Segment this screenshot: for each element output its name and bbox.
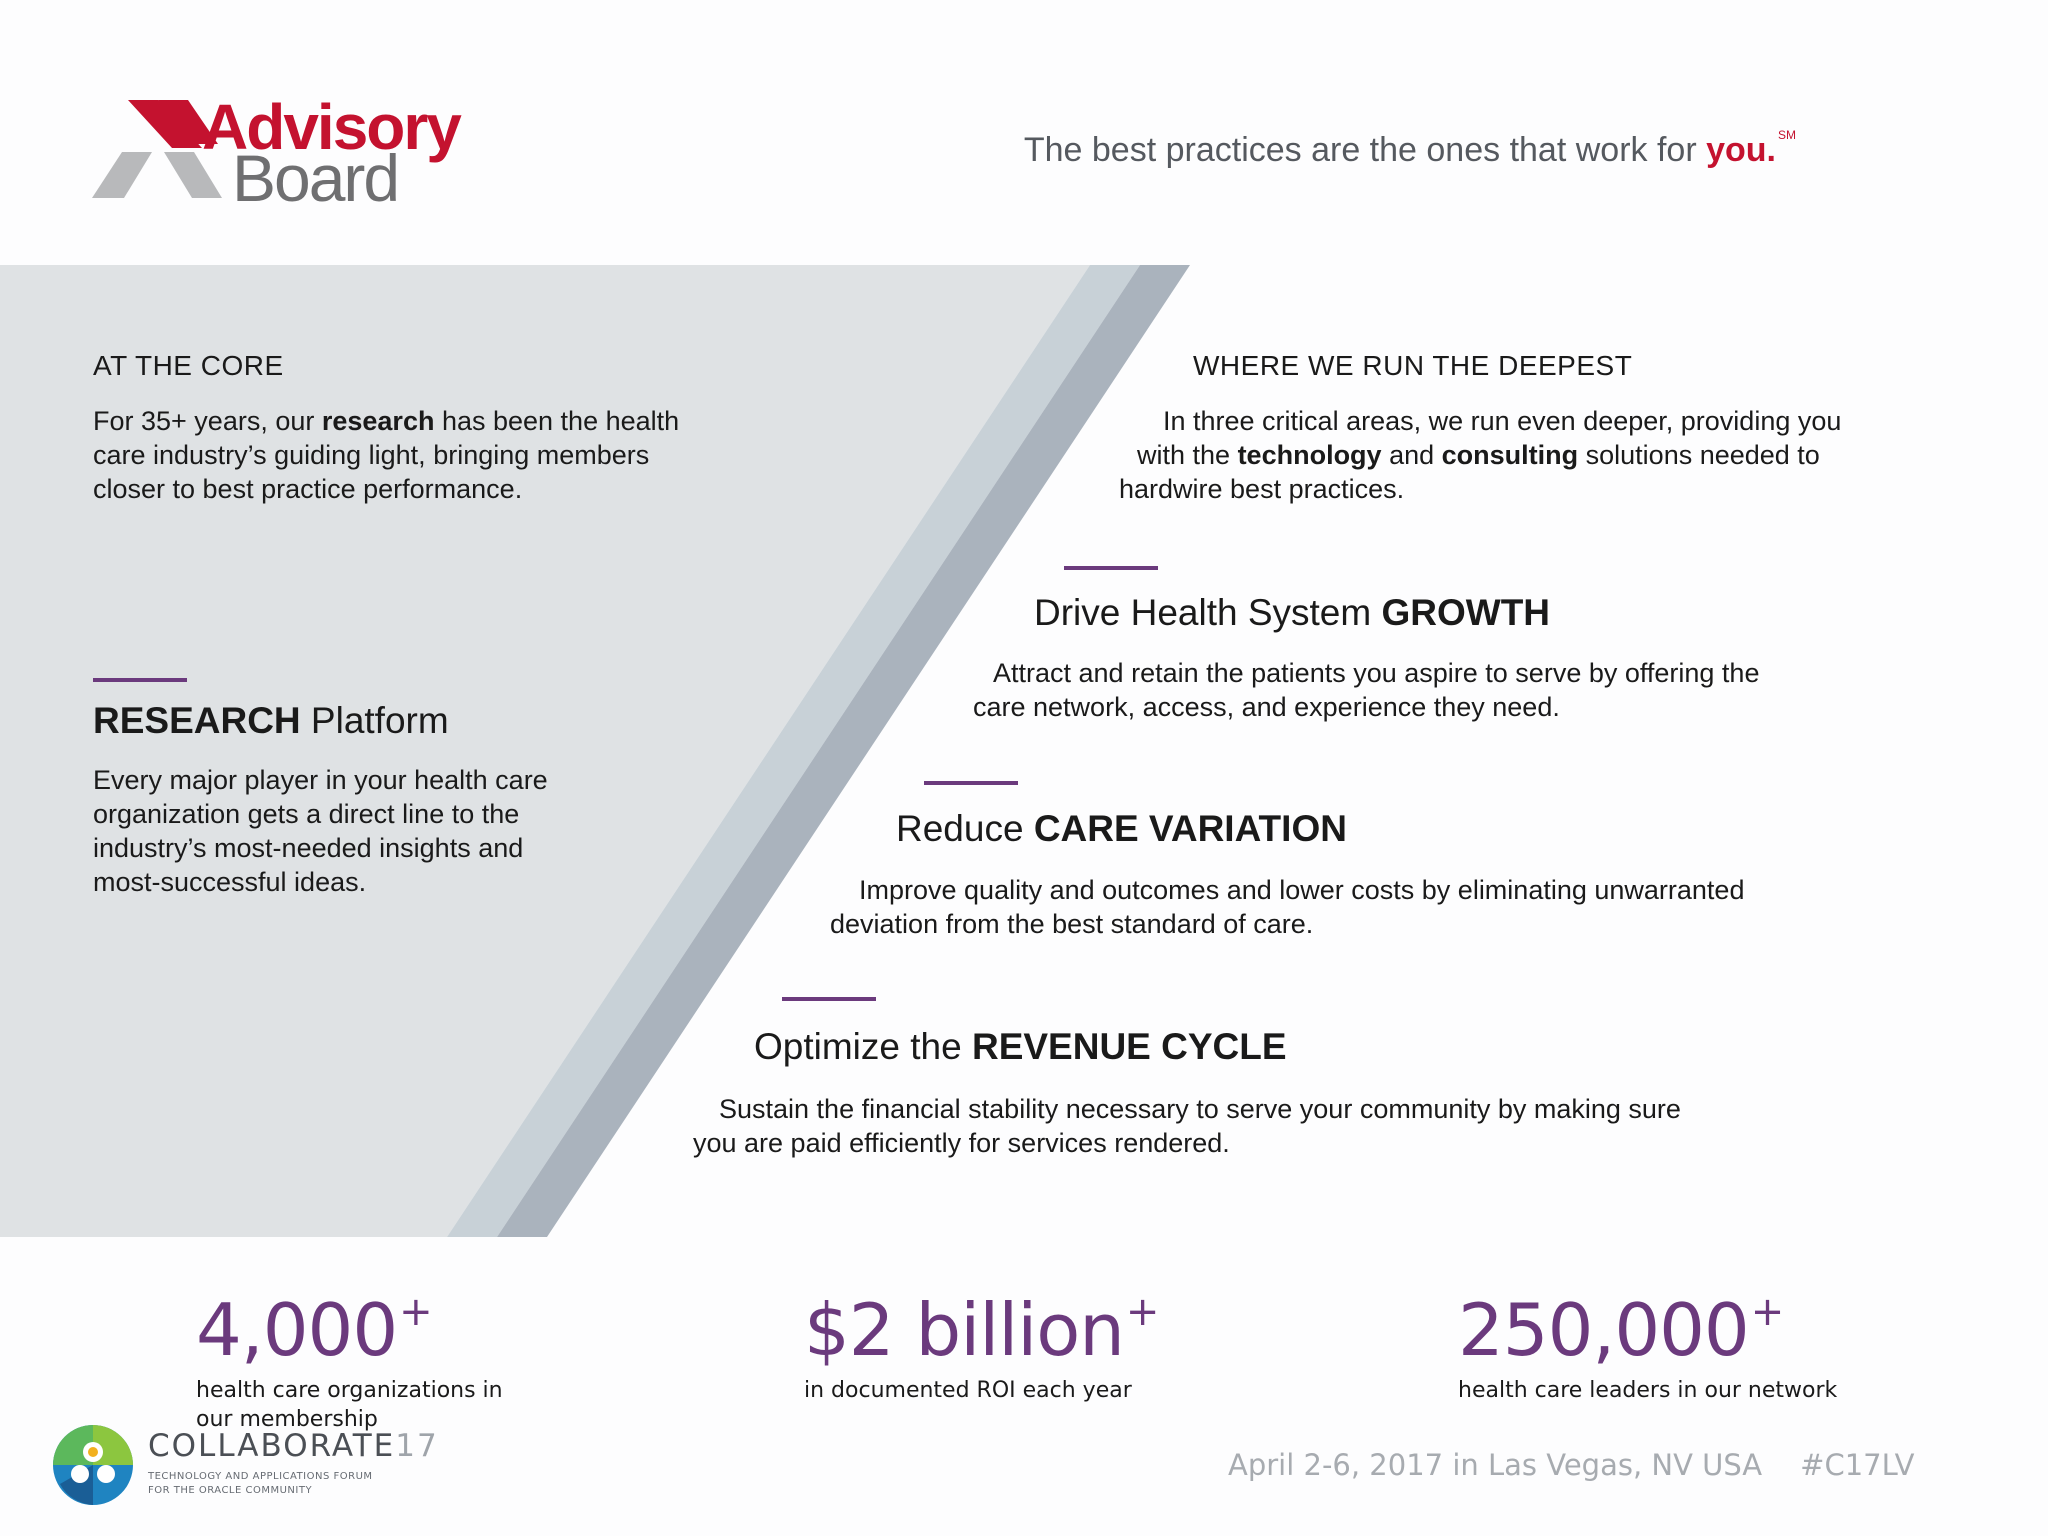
care-line-2: deviation from the best standard of care. [830,909,1314,939]
research-paragraph [93,763,548,899]
tagline [1024,128,1796,170]
core-line-2: care industry’s guiding light, bringing members [93,440,650,470]
core-line-3: closer to best practice performance. [93,474,523,504]
revenue-line-2: you are paid efficiently for services rendered. [693,1128,1230,1158]
stat-leaders [1458,1288,1837,1405]
deepest-line-3: hardwire best practices. [1119,474,1405,504]
stat-leaders-label: health care leaders in our network [1458,1378,1838,1403]
research-line-1: Every major player in your health care [93,765,548,795]
collaborate-logo [50,1422,450,1512]
collaborate-subtitle: TECHNOLOGY AND APPLICATIONS FORUM FOR THE ORACLE COMMUNITY [148,1471,373,1496]
stat-organizations-number: 4,000+ [196,1288,432,1372]
research-heading: RESEARCH Platform [93,700,449,741]
event-hashtag: #C17LV [1800,1448,1915,1482]
logo-word-advisory: Advisory [202,91,460,163]
core-line-1: For 35+ years, our research has been the health [93,406,680,436]
research-line-2: organization gets a direct line to the [93,799,520,829]
stat-roi-number: $2 billion+ [804,1288,1159,1372]
core-heading: AT THE CORE [93,350,284,381]
tagline-emphasis: you. [1706,131,1776,169]
growth-heading: Drive Health System GROWTH [1034,592,1551,633]
advisory-board-logo [92,91,472,215]
stat-organizations [196,1288,503,1434]
growth-rule [1064,566,1158,570]
logo-word-board: Board [232,141,399,215]
care-rule [924,781,1018,785]
stat-leaders-number: 250,000+ [1458,1288,1784,1372]
deepest-line-1: In three critical areas, we run even deeper, providing you [1163,406,1842,436]
service-mark: SM [1778,128,1796,142]
collaborate-mark-icon [50,1422,136,1508]
care-line-1: Improve quality and outcomes and lower costs by eliminating unwarranted [859,875,1745,905]
collaborate-wordmark: COLLABORATE17 [148,1428,439,1464]
research-line-3: industry’s most-needed insights and [93,833,524,863]
event-info [1228,1448,1914,1482]
revenue-heading: Optimize the REVENUE CYCLE [754,1026,1287,1067]
revenue-line-1: Sustain the financial stability necessary to serve your community by making sure [719,1094,1681,1124]
research-rule [93,678,187,682]
growth-line-1: Attract and retain the patients you aspire to serve by offering the [993,658,1760,688]
event-dates: April 2-6, 2017 in Las Vegas, NV USA [1228,1448,1763,1482]
deepest-heading: WHERE WE RUN THE DEEPEST [1193,350,1633,381]
tagline-text: The best practices are the ones that work for [1023,131,1707,169]
revenue-rule [782,997,876,1001]
growth-line-2: care network, access, and experience they need. [973,692,1560,722]
stat-organizations-label: health care organizations in our membership [196,1378,503,1432]
research-line-4: most-successful ideas. [93,867,367,897]
care-heading: Reduce CARE VARIATION [896,808,1347,849]
stat-roi-label: in documented ROI each year [804,1378,1132,1403]
deepest-line-2: with the technology and consulting solutions needed to [1137,440,1820,470]
core-paragraph [93,404,679,506]
stat-roi [804,1288,1158,1405]
